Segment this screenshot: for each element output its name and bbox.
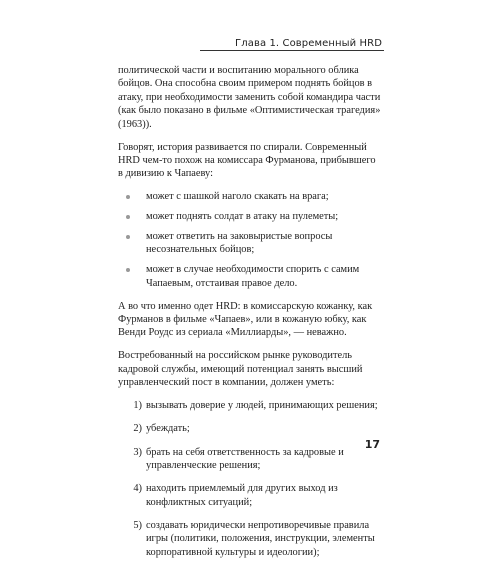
- bullet-item: [118, 210, 382, 223]
- item-text: находить приемлемый для других выход из конфликтных ситуаций;: [146, 483, 338, 508]
- bullet-item: [118, 263, 382, 290]
- bullet-text: может в случае необходимости спорить с самим Чапаевым, отстаивая правое дело.: [146, 264, 360, 289]
- numbered-item: [118, 399, 382, 412]
- bullet-dot-icon: [126, 235, 130, 239]
- numbered-item: [118, 422, 382, 435]
- body-text: [118, 64, 382, 569]
- bullet-dot-icon: [126, 268, 130, 272]
- item-text: создавать юридически непротиворечивые правила игры (политики, положения, инструкции, элементы корпоративной культуры и идеологии);: [146, 519, 375, 558]
- item-number: 5): [133, 519, 142, 531]
- numbered-item: [118, 446, 382, 473]
- paragraph: А во что именно одет HRD: в комиссарскую кожанку, как Фурманов в фильме «Чапаев», или в кожаную юбку, как Венди Роудс из сериала «Миллиарды», — неважно.: [118, 300, 373, 339]
- bullet-item: [118, 230, 382, 257]
- paragraph: Востребованный на российском рынке руководитель кадровой службы, имеющий потенциал занять высший управленческий пост в компании, должен уметь:: [118, 350, 363, 389]
- bullet-text: может поднять солдат в атаку на пулеметы;: [146, 211, 339, 223]
- running-header: Глава 1. Современный HRD: [235, 38, 382, 49]
- item-text: вызывать доверие у людей, принимающих решения;: [146, 400, 378, 412]
- bullet-text: может с шашкой наголо скакать на врага;: [146, 191, 329, 203]
- item-number: 1): [133, 400, 142, 412]
- bullet-text: может ответить на заковыристые вопросы несознательных бойцов;: [146, 231, 333, 256]
- numbered-list: [118, 399, 382, 559]
- item-text: брать на себя ответственность за кадровые и управленческие решения;: [146, 446, 344, 472]
- paragraph: политической части и воспитанию морального облика бойцов. Она способна своим примером поднять бойцов в атаку, при необходимости заменить собой командира части (как было показано в фильме «Оптимистическая трагедия» (1963)).: [118, 65, 381, 130]
- header-rule: [200, 50, 384, 51]
- bullet-list: [118, 190, 382, 290]
- item-number: 3): [133, 446, 142, 458]
- bullet-item: [118, 190, 382, 203]
- item-number: 2): [133, 423, 142, 435]
- item-number: 4): [133, 483, 142, 495]
- bullet-dot-icon: [126, 215, 130, 219]
- page-number: 17: [364, 438, 380, 451]
- bullet-dot-icon: [126, 195, 130, 199]
- item-text: убеждать;: [146, 423, 190, 435]
- numbered-item: [118, 519, 382, 559]
- numbered-item: [118, 482, 382, 509]
- paragraph: Говорят, история развивается по спирали. Современный HRD чем-то похож на комиссара Фурманова, прибывшего в дивизию к Чапаеву:: [118, 141, 376, 180]
